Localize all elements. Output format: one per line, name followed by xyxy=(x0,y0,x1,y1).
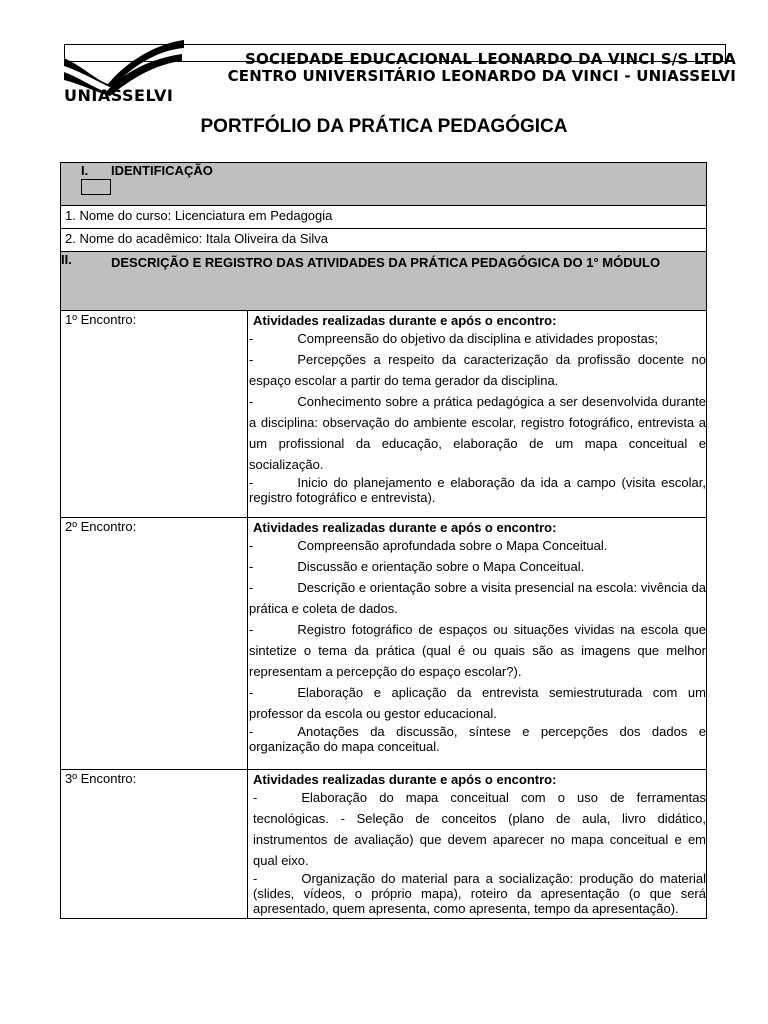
encounter-label: 3º Encontro: xyxy=(61,770,248,919)
encounter-label: 2º Encontro: xyxy=(61,518,248,770)
activities-heading: Atividades realizadas durante e após o encontro: xyxy=(253,313,557,328)
header-cell-box xyxy=(81,179,111,195)
activity-item: - Conhecimento sobre a prática pedagógica a ser desenvolvida durante a disciplina: observação do ambiente escolar, registro fotográfico, entrevista a um profissional da educação, elaboração de um mapa conceitual e socialização. xyxy=(249,394,706,472)
activities-cell xyxy=(248,311,707,518)
activity-item: - Discussão e orientação sobre o Mapa Conceitual. xyxy=(249,559,585,574)
activity-item: - Percepções a respeito da caracterização da profissão docente no espaço escolar a partir do tema gerador da disciplina. xyxy=(249,352,706,388)
activities-heading: Atividades realizadas durante e após o encontro: xyxy=(253,520,557,535)
activity-item: - Descrição e orientação sobre a visita presencial na escola: vivência da prática e coleta de dados. xyxy=(249,580,706,616)
portfolio-table xyxy=(60,162,707,919)
section-numeral: I. xyxy=(81,163,89,178)
encounter-row xyxy=(61,518,707,770)
section-description-header xyxy=(61,252,707,311)
document-title: PORTFÓLIO DA PRÁTICA PEDAGÓGICA xyxy=(200,116,568,137)
logo-text: UNIASSELVI xyxy=(64,86,174,105)
activity-item: - Anotações da discussão, síntese e percepções dos dados e organização do mapa conceitual. xyxy=(249,724,706,754)
section-title: IDENTIFICAÇÃO xyxy=(111,163,213,178)
course-name-row: 1. Nome do curso: Licenciatura em Pedagogia xyxy=(61,206,707,229)
activity-item: - Elaboração do mapa conceitual com o uso de ferramentas tecnológicas. - Seleção de conceitos (plano de aula, livro didático, instrumentos de avaliação) que devem aparecer no mapa conceitual e em qual eixo. xyxy=(253,790,706,868)
activity-item: - Elaboração e aplicação da entrevista semiestruturada com um professor da escola ou gestor educacional. xyxy=(249,685,706,721)
activity-item: - Registro fotográfico de espaços ou situações vividas na escola que sintetize o tema da prática (qual é ou quais são as imagens que melhor representam a percepção do espaço escolar?). xyxy=(249,622,706,679)
activities-heading: Atividades realizadas durante e após o encontro: xyxy=(253,772,557,787)
activity-item: - Organização do material para a socialização: produção do material (slides, vídeos, o próprio mapa), roteiro da apresentação (o que será apresentado, quem apresenta, como apresenta, tempo da apresentação). xyxy=(253,871,706,916)
student-name-row: 2. Nome do acadêmico: Itala Oliveira da Silva xyxy=(61,229,707,252)
activities-cell xyxy=(248,518,707,770)
section-numeral: II. xyxy=(61,252,72,267)
activity-item: - Compreensão do objetivo da disciplina e atividades propostas; xyxy=(249,331,658,346)
organization-name: SOCIEDADE EDUCACIONAL LEONARDO DA VINCI S/S LTDA xyxy=(245,50,736,68)
encounter-row xyxy=(61,311,707,518)
encounter-row xyxy=(61,770,707,919)
section-title: DESCRIÇÃO E REGISTRO DAS ATIVIDADES DA PRÁTICA PEDAGÓGICA DO 1° MÓDULO xyxy=(111,255,661,270)
section-identification-header xyxy=(61,163,707,206)
activity-item: - Compreensão aprofundada sobre o Mapa Conceitual. xyxy=(249,538,608,553)
encounter-label: 1º Encontro: xyxy=(61,311,248,518)
activities-cell xyxy=(248,770,707,919)
university-name: CENTRO UNIVERSITÁRIO LEONARDO DA VINCI - UNIASSELVI xyxy=(227,67,736,85)
activity-item: - Inicio do planejamento e elaboração da ida a campo (visita escolar, registro fotográfico e entrevista). xyxy=(249,475,706,505)
